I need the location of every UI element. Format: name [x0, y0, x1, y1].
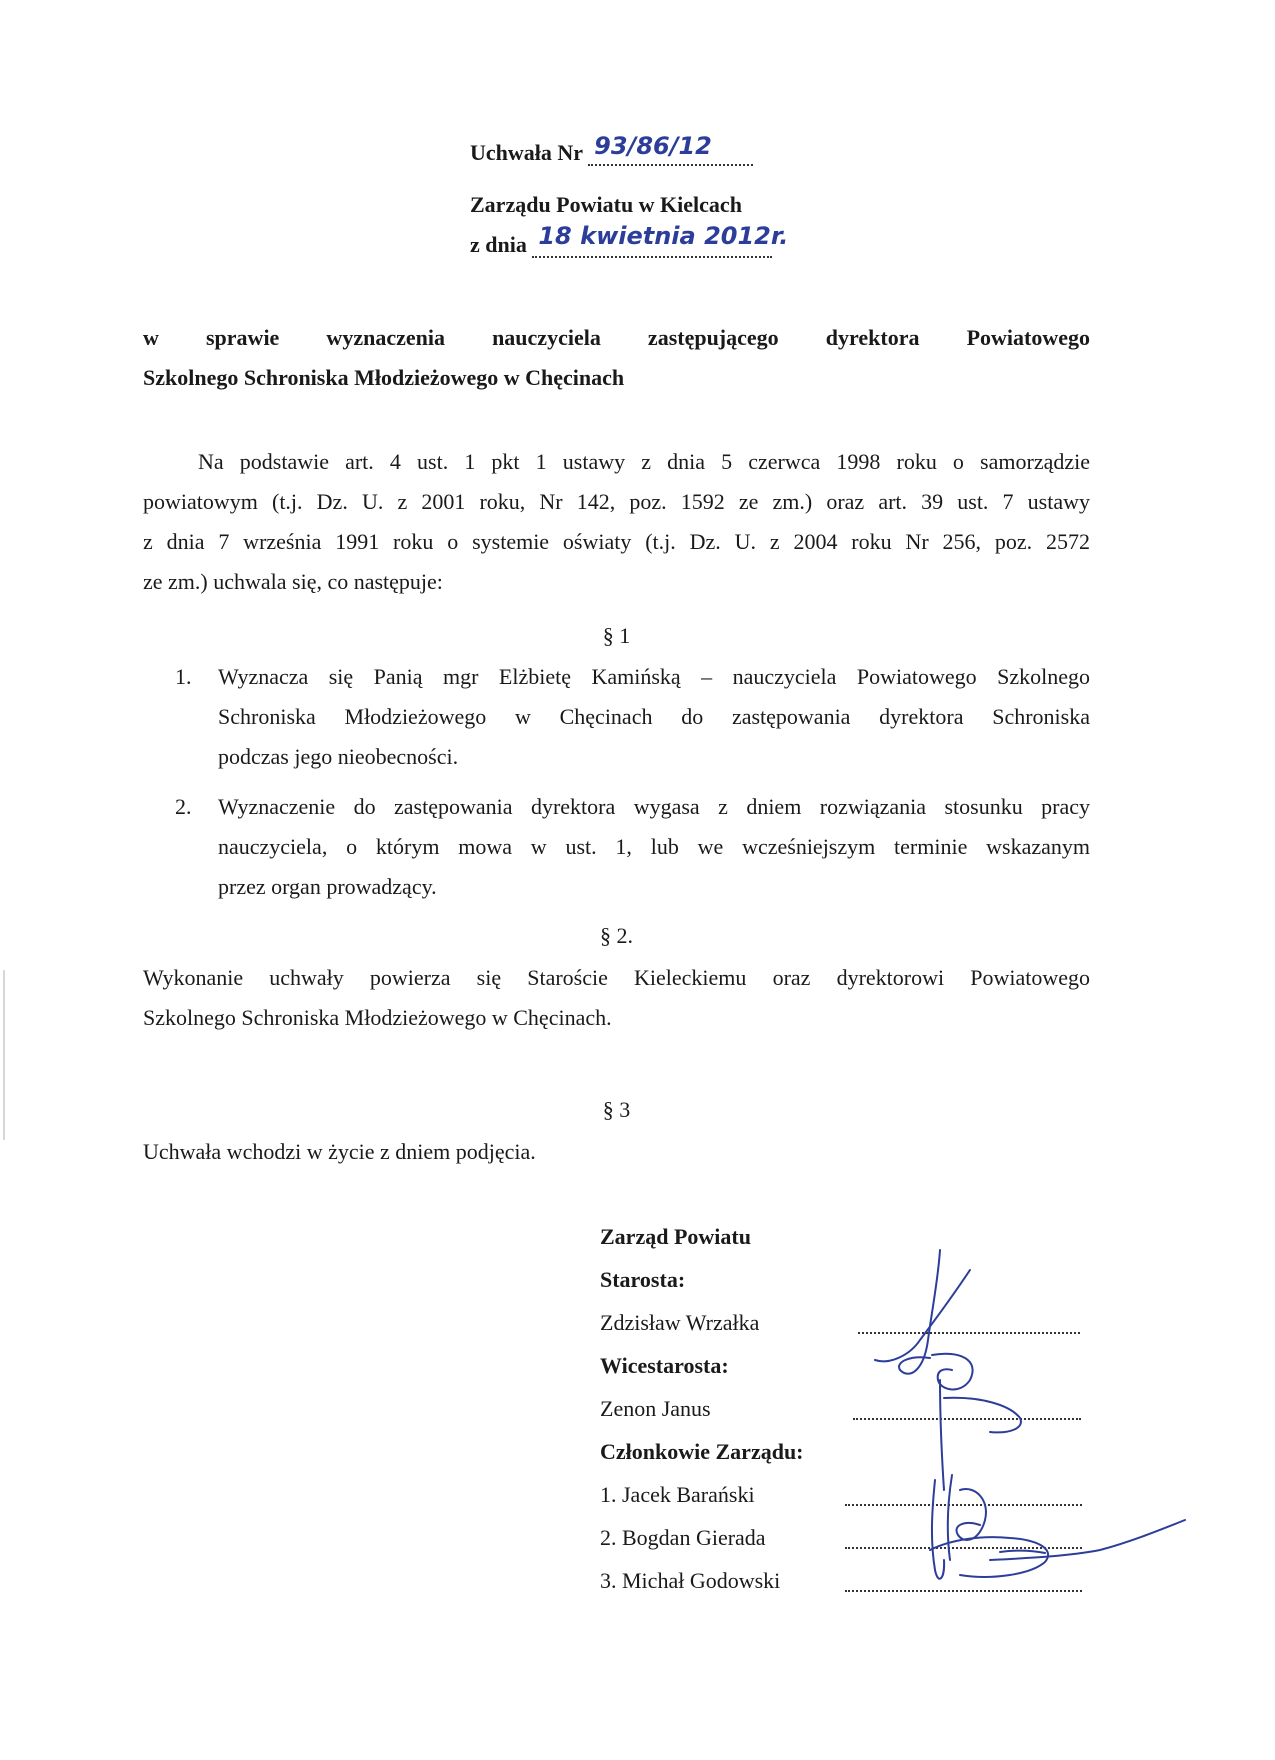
section-2-text [143, 958, 1090, 1038]
item-2-line-3: przez organ prowadzący. [218, 874, 437, 899]
item-1-line-3: podczas jego nieobecności. [218, 744, 459, 769]
section-2-line-1: Wykonanie uchwały powierza się Staroście Kieleckiemu oraz dyrektorowi Powiatowego [143, 965, 1090, 990]
subject-line-1: w sprawie wyznaczenia nauczyciela zastępującego dyrektora Powiatowego [143, 325, 1090, 350]
member-2: 2. Bogdan Gierada [600, 1525, 766, 1550]
preamble-line-2: powiatowym (t.j. Dz. U. z 2001 roku, Nr 142, poz. 1592 ze zm.) oraz art. 39 ust. 7 ustawy [143, 489, 1090, 514]
resolution-number-line [470, 132, 753, 166]
item-1-line-1: Wyznacza się Panią mgr Elżbietę Kamińską – nauczyciela Powiatowego Szkolnego [218, 664, 1090, 689]
preamble-line-4: ze zm.) uchwala się, co następuje: [143, 569, 443, 594]
item-number: 2. [175, 794, 192, 819]
member-3: 3. Michał Godowski [600, 1568, 781, 1593]
item-2-line-1: Wyznaczenie do zastępowania dyrektora wygasa z dniem rozwiązania stosunku pracy [218, 794, 1090, 819]
section-1-item-2 [175, 787, 1090, 917]
section-3-title: § 3 [602, 1097, 631, 1122]
date-field [532, 222, 789, 258]
section-2-line-2: Szkolnego Schroniska Młodzieżowego w Chęcinach. [143, 1005, 612, 1030]
item-2-line-2: nauczyciela, o którym mowa w ust. 1, lub we wcześniejszym terminie wskazanym [218, 834, 1090, 859]
resolution-number-handwritten: 93/86/12 [594, 132, 712, 160]
wicestarosta-label: Wicestarosta: [600, 1353, 729, 1378]
subject-line-2: Szkolnego Schroniska Młodzieżowego w Chęcinach [143, 365, 625, 390]
item-2-text [218, 787, 1090, 907]
wicestarosta-name: Zenon Janus [600, 1396, 711, 1421]
starosta-label: Starosta: [600, 1267, 686, 1292]
scan-edge-mark [3, 970, 5, 1140]
item-1-line-2: Schroniska Młodzieżowego w Chęcinach do zastępowania dyrektora Schroniska [218, 704, 1090, 729]
signature-block [600, 1215, 804, 1602]
board-heading: Zarząd Powiatu [600, 1224, 751, 1249]
preamble-line-1: Na podstawie art. 4 ust. 1 pkt 1 ustawy z dnia 5 czerwca 1998 roku o samorządzie [198, 449, 1090, 474]
member-1: 1. Jacek Barański [600, 1482, 755, 1507]
starosta-name: Zdzisław Wrzałka [600, 1310, 760, 1335]
resolution-label: Uchwała Nr [470, 140, 583, 165]
resolution-subject [143, 318, 1090, 398]
section-1-item-1 [175, 657, 1090, 787]
resolution-number-field [588, 132, 753, 166]
section-3-text: Uchwała wchodzi w życie z dniem podjęcia. [143, 1139, 536, 1164]
item-number: 1. [175, 664, 192, 689]
item-1-text [218, 657, 1090, 777]
preamble-line-3: z dnia 7 września 1991 roku o systemie oświaty (t.j. Dz. U. z 2004 roku Nr 256, poz. 2572 [143, 529, 1090, 554]
date-line [470, 222, 789, 258]
date-handwritten: 18 kwietnia 2012r. [538, 222, 789, 250]
members-label: Członkowie Zarządu: [600, 1439, 804, 1464]
date-label: z dnia [470, 232, 527, 257]
preamble [143, 442, 1090, 602]
issuing-organ: Zarządu Powiatu w Kielcach [470, 192, 742, 217]
handwritten-signatures [840, 1220, 1190, 1620]
section-2-title: § 2. [600, 923, 633, 948]
section-1-title: § 1 [602, 623, 631, 648]
